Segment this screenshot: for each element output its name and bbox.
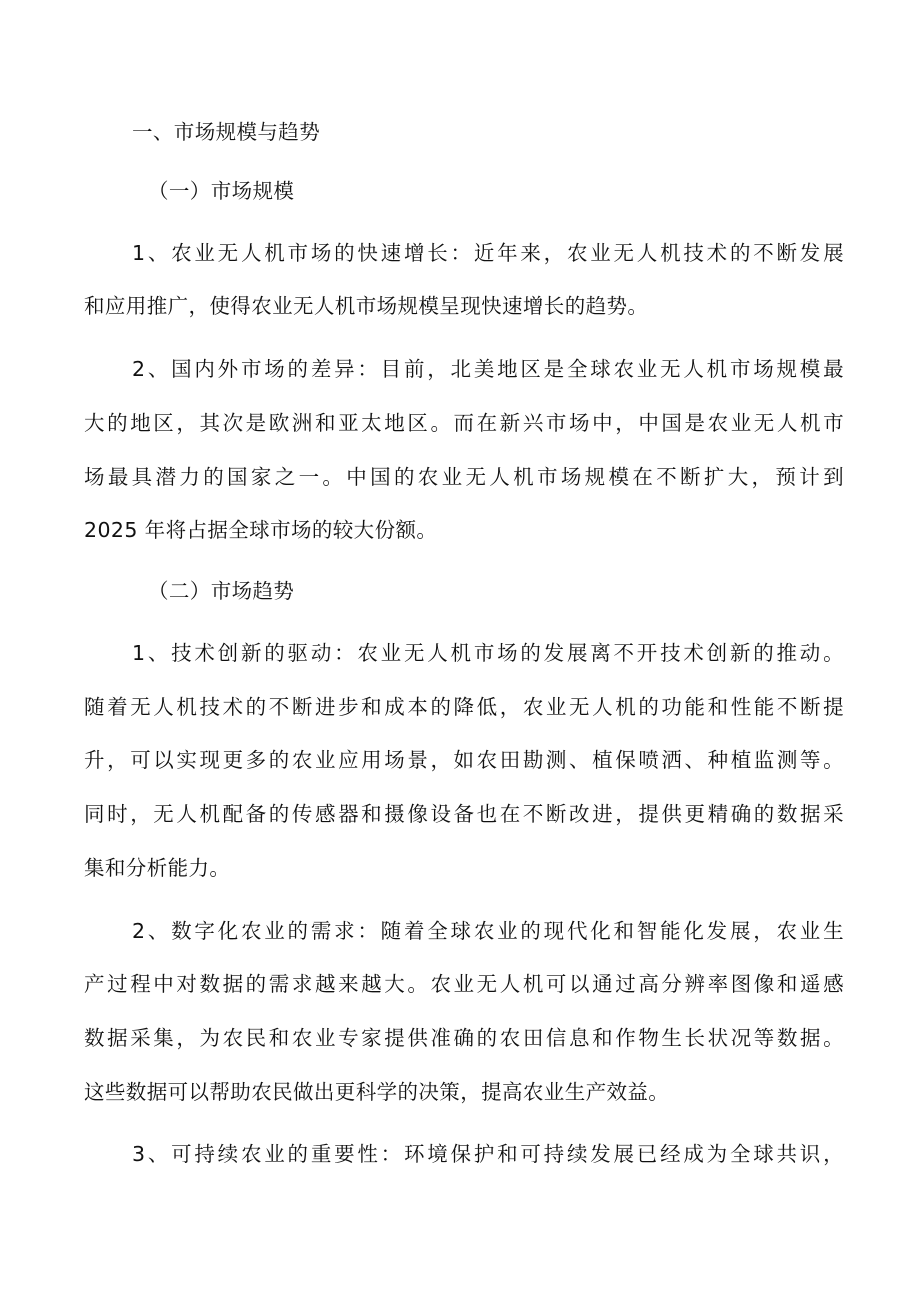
- paragraph-line: 2、国内外市场的差异：目前，北美地区是全球农业无人机市场规模最: [132, 357, 844, 381]
- paragraph-line: 这些数据可以帮助农民做出更科学的决策，提高农业生产效益。: [84, 1080, 670, 1104]
- paragraph-line: 场最具潜力的国家之一。中国的农业无人机市场规模在不断扩大，预计到: [84, 465, 844, 489]
- section-title-market-trends: （二）市场趋势: [148, 579, 295, 603]
- section-title-market-size: （一）市场规模: [148, 179, 295, 203]
- paragraph-line: 3、可持续农业的重要性：环境保护和可持续发展已经成为全球共识，: [132, 1142, 844, 1166]
- paragraph-line: 2、数字化农业的需求：随着全球农业的现代化和智能化发展，农业生: [132, 919, 844, 943]
- paragraph-line: 数据采集，为农民和农业专家提供准确的农田信息和作物生长状况等数据。: [84, 1026, 844, 1050]
- paragraph-line: 1、技术创新的驱动：农业无人机市场的发展离不开技术创新的推动。: [132, 641, 844, 665]
- paragraph-line: 升，可以实现更多的农业应用场景，如农田勘测、植保喷洒、种植监测等。: [84, 748, 844, 772]
- paragraph-line: 大的地区，其次是欧洲和亚太地区。而在新兴市场中，中国是农业无人机市: [84, 411, 844, 435]
- paragraph-line: 1、农业无人机市场的快速增长：近年来，农业无人机技术的不断发展: [132, 241, 844, 265]
- paragraph-line: 同时，无人机配备的传感器和摄像设备也在不断改进，提供更精确的数据采: [84, 802, 844, 826]
- main-heading: 一、市场规模与趋势: [132, 120, 321, 144]
- paragraph-line: 和应用推广，使得农业无人机市场规模呈现快速增长的趋势。: [84, 294, 649, 318]
- paragraph-line: 集和分析能力。: [84, 856, 231, 880]
- paragraph-line: 产过程中对数据的需求越来越大。农业无人机可以通过高分辨率图像和遥感: [84, 972, 844, 996]
- paragraph-line: 2025 年将占据全球市场的较大份额。: [84, 518, 438, 542]
- paragraph-line: 随着无人机技术的不断进步和成本的降低，农业无人机的功能和性能不断提: [84, 695, 844, 719]
